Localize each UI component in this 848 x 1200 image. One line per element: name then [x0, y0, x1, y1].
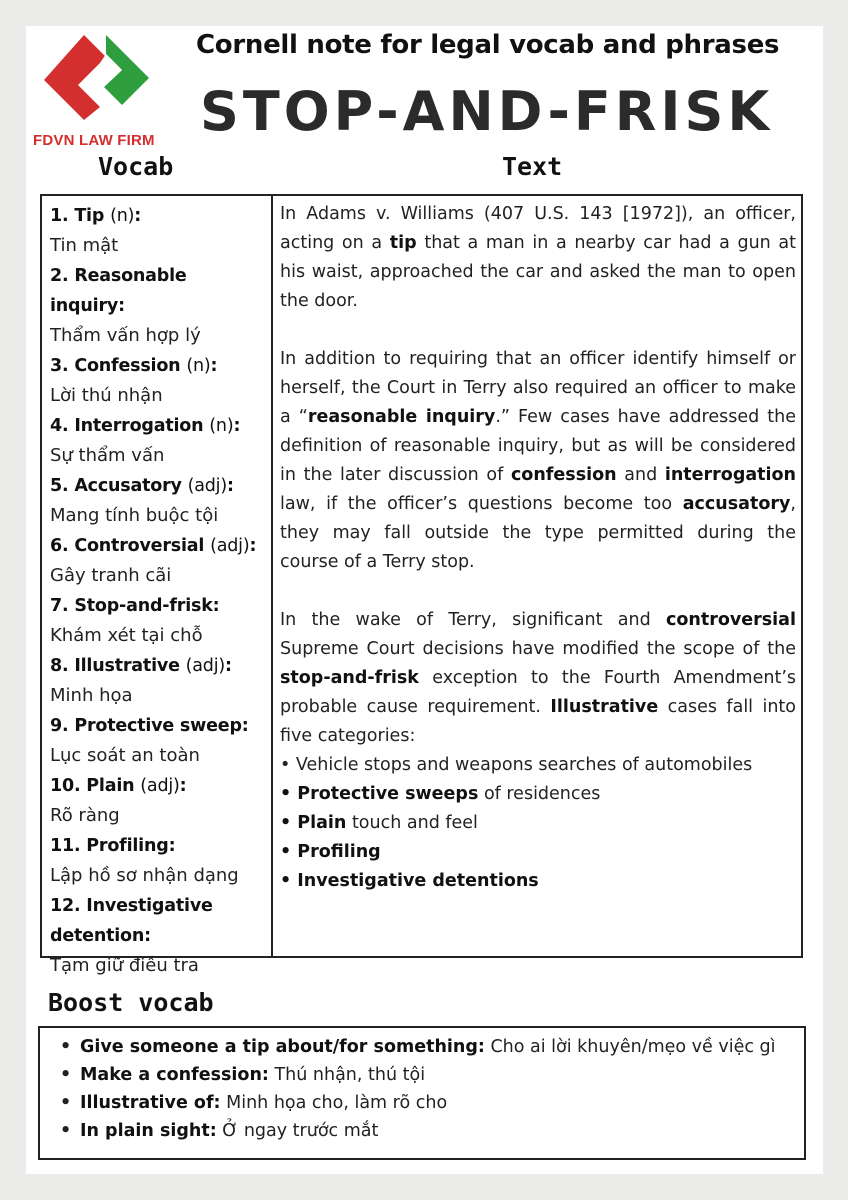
vocab-column-heading: Vocab	[98, 152, 174, 181]
vocab-item: 1. Tip (n): Tin mật	[50, 201, 266, 261]
keyword-reasonable-inquiry: reasonable inquiry	[307, 407, 496, 427]
category-bullet: • Investigative detentions	[280, 871, 539, 891]
boost-vocab-heading: Boost vocab	[48, 988, 214, 1017]
paragraph-1: In Adams v. Williams (407 U.S. 143 [1972]), an officer, acting on a tip that a man in a nearby car had a gun at his waist, approached the car and asked the man to open the door.	[280, 204, 796, 311]
boost-item: • Give someone a tip about/for something: Cho ai lời khuyên/mẹo về việc gì	[60, 1033, 800, 1061]
vocab-item: 3. Confession (n): Lời thú nhận	[50, 351, 266, 411]
vocab-term: 3. Confession	[50, 356, 181, 376]
vocab-meaning: Lập hồ sơ nhận dạng	[50, 865, 239, 886]
keyword-tip: tip	[389, 233, 417, 253]
vocab-meaning: Rõ ràng	[50, 805, 120, 826]
vocab-term: 12. Investigative detention:	[50, 896, 213, 946]
cornell-table	[40, 194, 803, 976]
boost-vocab-box	[38, 1026, 806, 1160]
vocab-term: 2. Reasonable inquiry:	[50, 266, 187, 316]
vocab-meaning: Lời thú nhận	[50, 385, 163, 406]
vocab-item	[50, 591, 266, 651]
vocab-item: 8. Illustrative (adj): Minh họa	[50, 651, 266, 711]
vocab-term: 4. Interrogation	[50, 416, 204, 436]
vocab-term: 5. Accusatory	[50, 476, 182, 496]
vocab-term: 11. Profiling:	[50, 836, 176, 856]
logo-text: FDVN LAW FIRM	[33, 132, 155, 149]
page-title: STOP-AND-FRISK	[200, 80, 774, 143]
vocab-term: 1. Tip	[50, 206, 105, 226]
category-bullet: • Plain touch and feel	[280, 813, 478, 833]
vocab-item: 10. Plain (adj): Rõ ràng	[50, 771, 266, 831]
boost-item: • Make a confession: Thú nhận, thú tội	[60, 1061, 800, 1089]
vocab-meaning: Mang tính buộc tội	[50, 505, 219, 526]
vocab-term: 7. Stop-and-frisk:	[50, 596, 220, 616]
vocab-pos: (adj)	[210, 536, 250, 556]
vocab-meaning: Gây tranh cãi	[50, 565, 172, 586]
keyword-illustrative: Illustrative	[550, 697, 659, 717]
keyword-accusatory: accusatory	[682, 494, 791, 514]
keyword-interrogation: interrogation	[664, 465, 796, 485]
category-bullet: • Profiling	[280, 842, 381, 862]
category-bullet: • Protective sweeps of residences	[280, 784, 601, 804]
vocab-meaning: Khám xét tại chỗ	[50, 625, 203, 646]
vocab-pos: (n)	[186, 356, 211, 376]
vocab-meaning: Minh họa	[50, 685, 133, 706]
vocab-item	[50, 261, 266, 351]
vocab-meaning: Thẩm vấn hợp lý	[50, 325, 201, 346]
boost-vocab-list	[60, 1033, 800, 1145]
paragraph-2: In addition to requiring that an officer identify himself or herself, the Court in Terry also required an officer to make a “reasonable inquiry.” Few cases have addressed the definition of reasonable inquiry, but as will be considered in the later discussion of confession and interrogation law, if the officer’s questions become too accusatory, they may fall outside the type permitted during the course of a Terry stop.	[280, 349, 796, 572]
vocab-pos: (n)	[110, 206, 135, 226]
vocab-item: 6. Controversial (adj): Gây tranh cãi	[50, 531, 266, 591]
boost-item: • In plain sight: Ở ngay trước mắt	[60, 1117, 800, 1145]
vocab-term: 10. Plain	[50, 776, 135, 796]
text-column-heading: Text	[502, 152, 563, 181]
paragraph-3: In the wake of Terry, significant and controversial Supreme Court decisions have modified the scope of the stop-and-frisk exception to the Fourth Amendment’s probable cause requirement. Illustrative cases fall into five categories:	[280, 610, 797, 746]
vocab-term: 8. Illustrative	[50, 656, 180, 676]
vocab-list	[50, 201, 266, 981]
keyword-stop-and-frisk: stop-and-frisk	[280, 668, 419, 688]
vocab-meaning: Sự thẩm vấn	[50, 445, 165, 466]
keyword-confession: confession	[510, 465, 617, 485]
vocab-pos: (adj)	[187, 476, 227, 496]
vocab-meaning: Lục soát an toàn	[50, 745, 200, 766]
boost-item: • Illustrative of: Minh họa cho, làm rõ cho	[60, 1089, 800, 1117]
vocab-term: 6. Controversial	[50, 536, 205, 556]
vocab-item: 4. Interrogation (n): Sự thẩm vấn	[50, 411, 266, 471]
vocab-pos: (adj)	[140, 776, 180, 796]
vocab-item	[50, 891, 266, 981]
category-bullet: • Vehicle stops and weapons searches of automobiles	[280, 755, 753, 775]
vocab-item: 5. Accusatory (adj): Mang tính buộc tội	[50, 471, 266, 531]
keyword-controversial: controversial	[665, 610, 796, 630]
vocab-pos: (adj)	[185, 656, 226, 676]
column-divider	[271, 196, 273, 956]
vocab-term: 9. Protective sweep:	[50, 716, 249, 736]
vocab-meaning: Tin mật	[50, 235, 119, 256]
page-subtitle: Cornell note for legal vocab and phrases	[196, 30, 780, 60]
vocab-meaning: Tạm giữ điều tra	[50, 955, 199, 976]
vocab-item	[50, 711, 266, 771]
vocab-pos: (n)	[209, 416, 234, 436]
text-passage	[280, 200, 796, 896]
fdvn-logo-icon	[44, 30, 154, 120]
vocab-item	[50, 831, 266, 891]
